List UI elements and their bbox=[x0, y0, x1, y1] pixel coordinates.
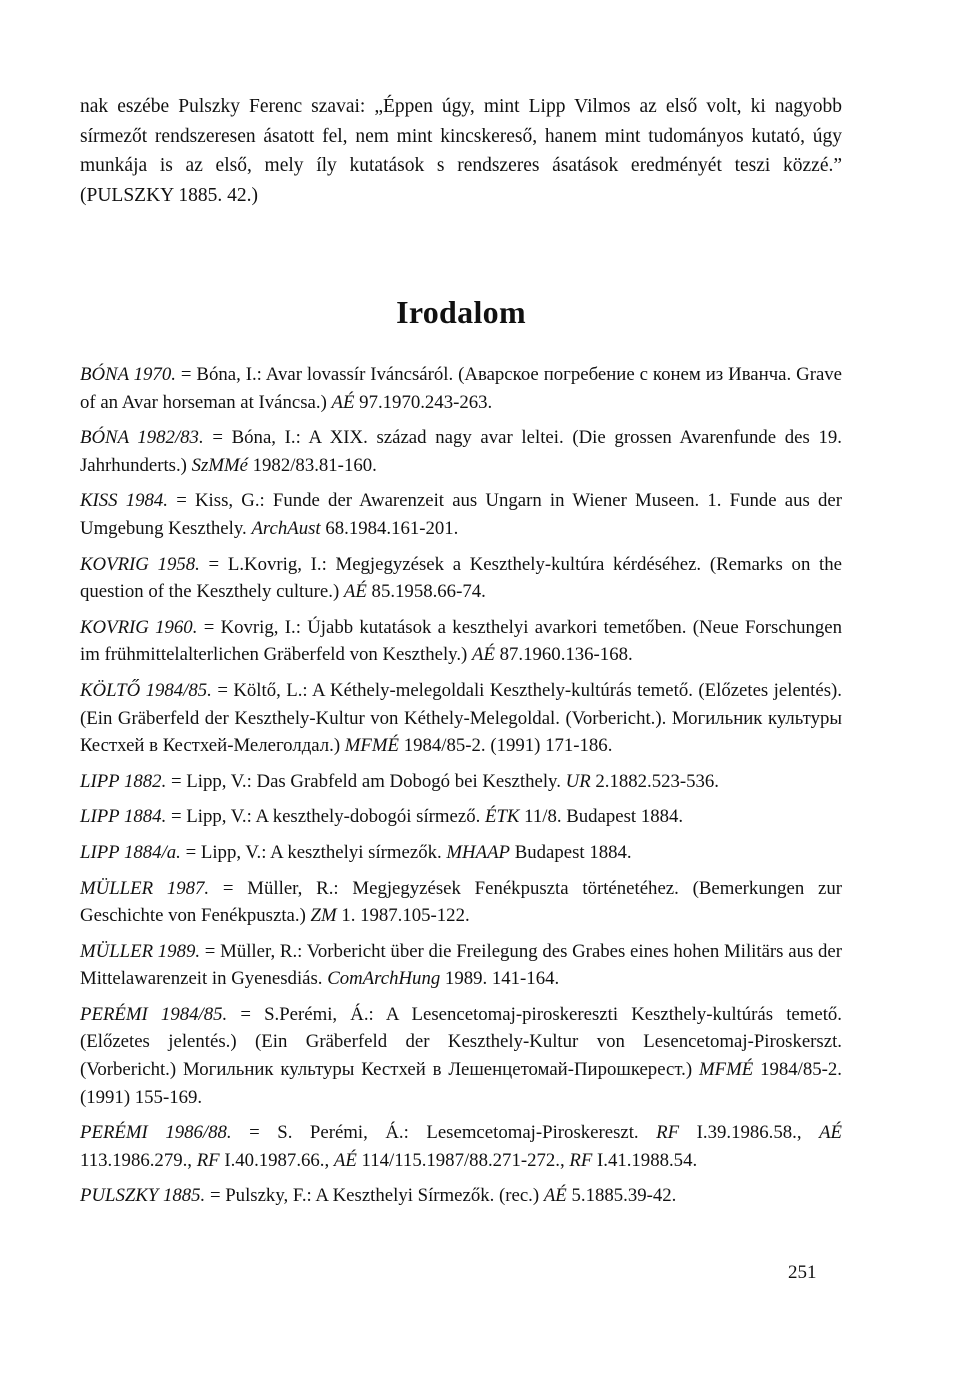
journal-abbreviation: ComArchHung bbox=[327, 968, 441, 990]
journal-abbreviation: ÉTK bbox=[485, 806, 520, 828]
reference-key: PERÉMI 1986/88. bbox=[80, 1122, 232, 1144]
journal-abbreviation: ArchAust bbox=[251, 517, 321, 539]
reference-text: 97.1970.243-263. bbox=[354, 391, 493, 413]
reference-text: 1984/85-2. (1991) 155-169. bbox=[80, 1059, 842, 1108]
reference-text: 85.1958.66-74. bbox=[366, 581, 486, 603]
intro-paragraph: nak eszébe Pulszky Ferenc szavai: „Éppen úgy, mint Lipp Vilmos az első volt, ki nagyobb sírmezőt rendszeresen ásatott fel, nem mint kincskereső, hanem mint tudományos kutató, úgy munkája is az első, mely íly kutatások s rendszeres ásatások eredményét teszi közzé.” (PULSZKY 1885. 42.) bbox=[80, 96, 842, 206]
journal-abbreviation: MHAAP bbox=[446, 841, 511, 863]
reference-key: MÜLLER 1987. bbox=[80, 877, 210, 899]
reference-entry bbox=[80, 1182, 842, 1210]
reference-entry bbox=[80, 614, 842, 669]
reference-text: 1. 1987.105-122. bbox=[336, 905, 470, 927]
journal-abbreviation: AÉ bbox=[331, 391, 355, 413]
reference-text: 1982/83.81-160. bbox=[247, 454, 377, 476]
reference-key: BÓNA 1970. bbox=[80, 364, 176, 385]
reference-text: = Bóna, I.: Avar lovassír Iváncsáról. (Аварское погребение с конем из Иванча. Grave of an Avar horseman at Iváncsa.) bbox=[80, 364, 843, 413]
section-heading: Irodalom bbox=[396, 294, 526, 330]
reference-key: KOVRIG 1958. bbox=[80, 553, 200, 575]
reference-text: 1989. 141-164. bbox=[440, 968, 560, 990]
journal-abbreviation: RF bbox=[569, 1149, 593, 1171]
reference-text: = Lipp, V.: A keszthely-dobogói sírmező. bbox=[166, 806, 485, 828]
journal-abbreviation: SzMMé bbox=[191, 454, 248, 476]
journal-abbreviation: AÉ bbox=[343, 581, 367, 603]
journal-abbreviation: AÉ bbox=[333, 1149, 357, 1171]
reference-key: KOVRIG 1960. bbox=[80, 616, 198, 638]
reference-entry bbox=[80, 1001, 842, 1111]
reference-text: = S.Perémi, Á.: A Lesencetomaj-piroskereszti Keszthely-kultúrás temető. (Előzetes jelentés.) (Ein Gräberfeld der Keszthely-Kultur von Lesencetomaj-Piroskerszt. (Vorbericht.) Могильник культуры Кестхей в Лешенцетомай-Пирошкерест.) bbox=[80, 1003, 842, 1081]
reference-key: LIPP 1884. bbox=[80, 806, 167, 828]
reference-entry bbox=[80, 875, 842, 930]
reference-key: LIPP 1884/a. bbox=[80, 841, 181, 863]
page-number: 251 bbox=[788, 1262, 817, 1283]
journal-abbreviation: MFMÉ bbox=[698, 1059, 754, 1081]
reference-key: KÖLTŐ 1984/85. bbox=[80, 679, 212, 701]
journal-abbreviation: AÉ bbox=[819, 1122, 843, 1144]
reference-text: = Bóna, I.: A XIX. század nagy avar leltei. (Die grossen Avarenfunde des 19. Jahrhunderts.) bbox=[80, 427, 842, 476]
reference-text: 87.1960.136-168. bbox=[494, 644, 633, 666]
reference-entry bbox=[80, 487, 842, 542]
reference-text: = Lipp, V.: A keszthelyi sírmezők. bbox=[180, 841, 447, 863]
reference-key: MÜLLER 1989. bbox=[80, 940, 201, 962]
journal-abbreviation: AÉ bbox=[543, 1185, 567, 1207]
reference-text: = Kovrig, I.: Újabb kutatások a keszthelyi avarkori temetőben. (Neue Forschungen im frühmittelalterlichen Gräberfeld von Keszthely.) bbox=[80, 616, 842, 666]
reference-text: I.41.1988.54. bbox=[592, 1149, 698, 1171]
reference-text: I.39.1986.58., bbox=[679, 1122, 820, 1144]
reference-entry bbox=[80, 1119, 842, 1174]
reference-text: = Pulszky, F.: A Keszthelyi Sírmezők. (rec.) bbox=[205, 1185, 544, 1207]
reference-key: PERÉMI 1984/85. bbox=[80, 1003, 228, 1025]
reference-text: = Lipp, V.: Das Grabfeld am Dobogó bei Keszthely. bbox=[166, 770, 566, 792]
reference-text: = Müller, R.: Megjegyzések Fenékpuszta történetéhez. (Bemerkungen zur Geschichte von Fenékpuszta.) bbox=[80, 877, 843, 927]
reference-list bbox=[80, 361, 842, 1210]
reference-text: = S. Perémi, Á.: Lesemcetomaj-Piroskereszt. bbox=[231, 1122, 657, 1144]
reference-text: = Kiss, G.: Funde der Awarenzeit aus Ungarn in Wiener Museen. 1. Funde aus der Umgebung Keszthely. bbox=[80, 490, 843, 539]
journal-abbreviation: AÉ bbox=[472, 644, 495, 666]
reference-text: 1984/85-2. (1991) 171-186. bbox=[399, 735, 613, 757]
reference-entry bbox=[80, 551, 842, 606]
reference-key: KISS 1984. bbox=[80, 490, 169, 512]
reference-text: 5.1885.39-42. bbox=[566, 1185, 677, 1207]
reference-text: 11/8. Budapest 1884. bbox=[519, 806, 684, 828]
journal-abbreviation: UR bbox=[565, 770, 591, 792]
reference-entry bbox=[80, 424, 842, 479]
reference-text: 68.1984.161-201. bbox=[320, 517, 459, 539]
reference-text: 114/115.1987/88.271-272., bbox=[356, 1149, 570, 1171]
reference-text: 2.1882.523-536. bbox=[590, 770, 720, 792]
reference-entry bbox=[80, 803, 842, 831]
reference-key: PULSZKY 1885. bbox=[80, 1185, 206, 1207]
reference-entry bbox=[80, 677, 842, 760]
reference-text: = Müller, R.: Vorbericht über die Freilegung des Grabes eines hohen Militärs aus der Mittelawarenzeit in Gyenesdiás. bbox=[80, 940, 842, 990]
reference-text: Budapest 1884. bbox=[510, 841, 632, 863]
reference-key: BÓNA 1982/83. bbox=[80, 427, 204, 449]
page-body bbox=[80, 92, 842, 1218]
reference-entry bbox=[80, 839, 842, 867]
journal-abbreviation: MFMÉ bbox=[344, 735, 400, 757]
reference-entry bbox=[80, 361, 842, 416]
journal-abbreviation: ZM bbox=[310, 905, 337, 927]
journal-abbreviation: RF bbox=[196, 1149, 220, 1171]
reference-key: LIPP 1882. bbox=[80, 770, 167, 792]
reference-text: 113.1986.279., bbox=[80, 1149, 197, 1171]
reference-text: = L.Kovrig, I.: Megjegyzések a Keszthely-kultúra kérdéséhez. (Remarks on the question of the Keszthely culture.) bbox=[80, 553, 842, 603]
reference-entry bbox=[80, 768, 842, 796]
reference-text: = Költő, L.: A Kéthely-melegoldali Keszthely-kultúrás temető. (Előzetes jelentés). (Ein Gräberfeld der Keszthely-Kultur von Kéthely-Melegoldal. (Vorbericht.). Могильник культуры Кестхей в Кестхей-Мелеголдал.) bbox=[80, 679, 842, 757]
reference-text: I.40.1987.66., bbox=[219, 1149, 334, 1171]
reference-entry bbox=[80, 938, 842, 993]
journal-abbreviation: RF bbox=[656, 1122, 680, 1144]
